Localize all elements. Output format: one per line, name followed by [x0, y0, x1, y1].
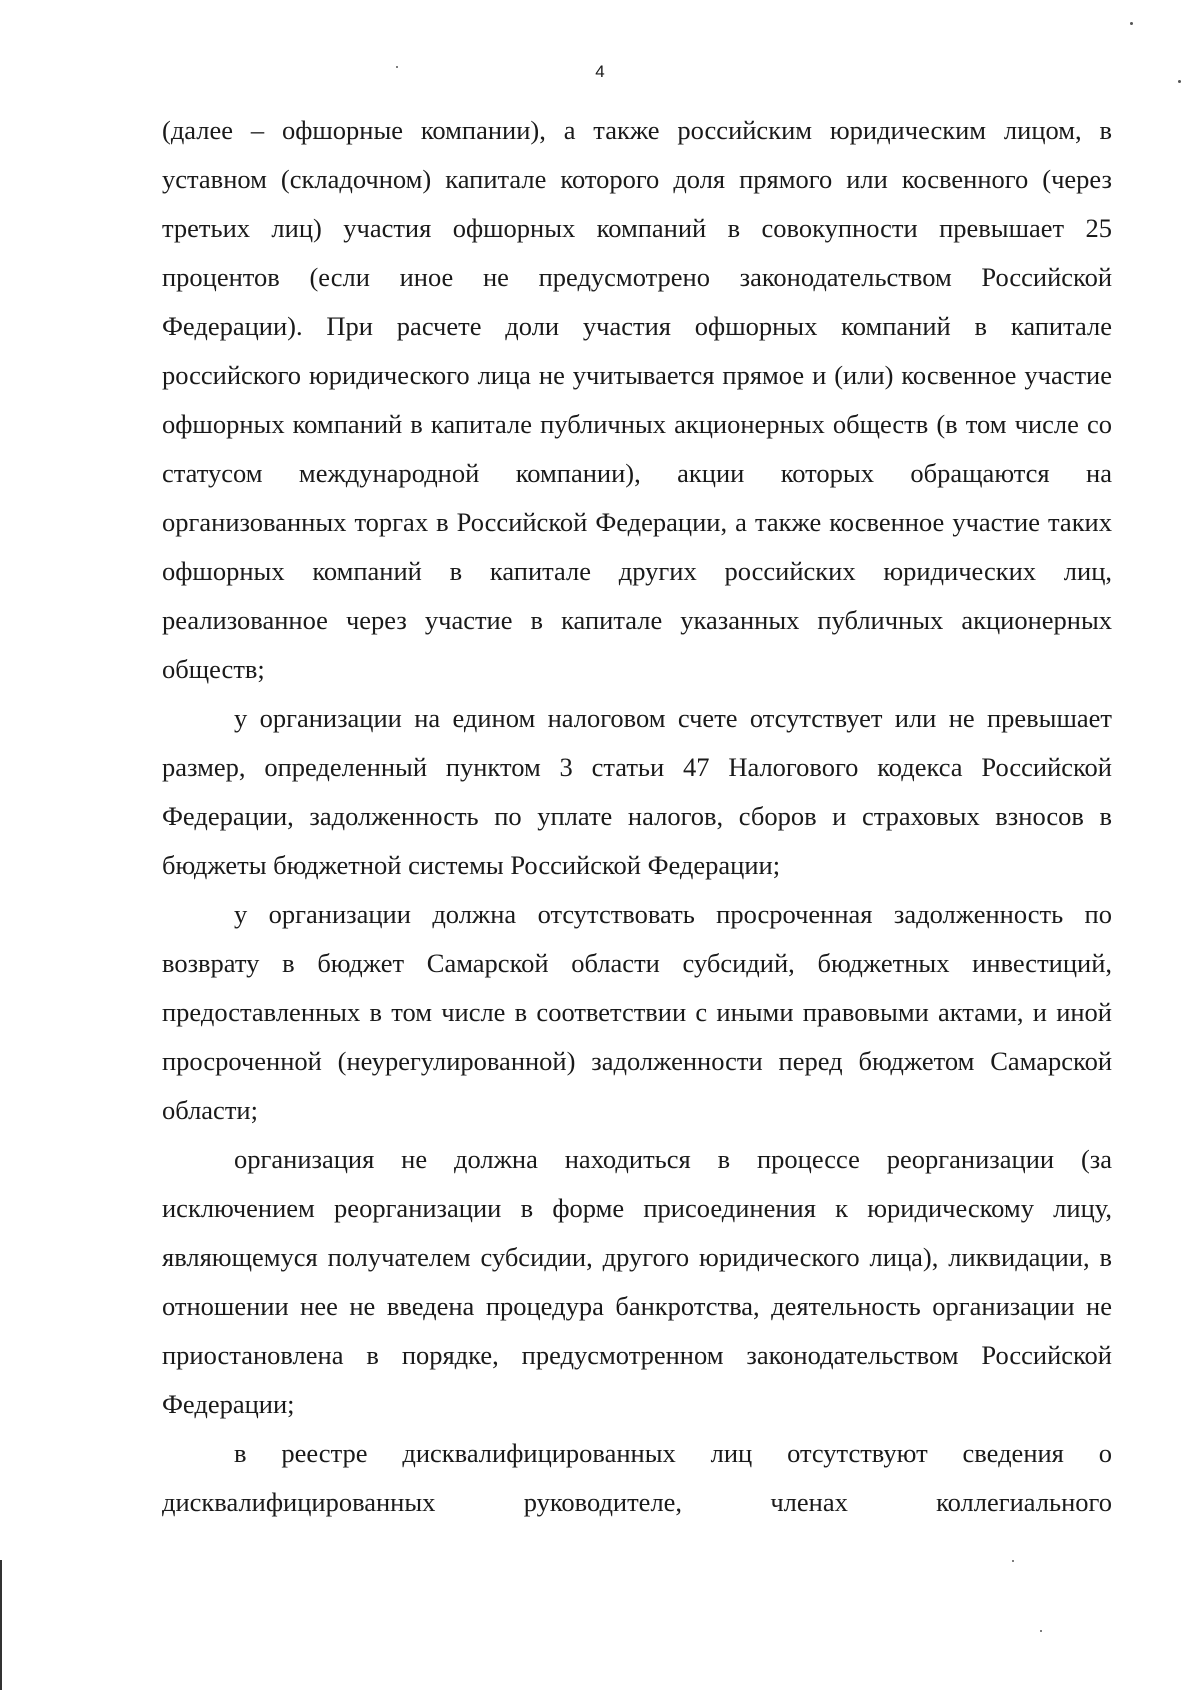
scan-speck: [396, 66, 398, 68]
paragraph-offshore-companies: (далее – офшорные компании), а также российским юридическим лицом, в уставном (складочном) капитале которого доля прямого или косвенного (через третьих лиц) участия офшорных компаний в совокупности превышает 25 процентов (если иное не предусмотрено законодательством Российской Федерации). При расчете доли участия офшорных компаний в капитале российского юридического лица не учитывается прямое и (или) косвенное участие офшорных компаний в капитале публичных акционерных обществ (в том числе со статусом международной компании), акции которых обращаются на организованных торгах в Российской Федерации, а также косвенное участие таких офшорных компаний в капитале других российских юридических лиц, реализованное через участие в капитале указанных публичных акционерных обществ;: [162, 115, 1112, 684]
page-number: 4: [595, 62, 605, 81]
document-body: [162, 106, 1112, 1527]
paragraph-disqualified-persons: в реестре дисквалифицированных лиц отсутствуют сведения о дисквалифицированных руководителе, членах коллегиального: [162, 1438, 1112, 1517]
scan-speck: [1130, 22, 1133, 25]
paragraph-reorganization: организация не должна находиться в процессе реорганизации (за исключением реорганизации в форме присоединения к юридическому лицу, являющемуся получателем субсидии, другого юридического лица), ликвидации, в отношении нее не введена процедура банкротства, деятельность организации не приостановлена в порядке, предусмотренном законодательством Российской Федерации;: [162, 1144, 1112, 1419]
scan-speck: [1178, 80, 1181, 83]
paragraph-overdue-debt: у организации должна отсутствовать просроченная задолженность по возврату в бюджет Самарской области субсидий, бюджетных инвестиций, предоставленных в том числе в соответствии с иными правовыми актами, и иной просроченной (неурегулированной) задолженности перед бюджетом Самарской области;: [162, 899, 1112, 1125]
scan-speck: [1040, 1630, 1042, 1632]
paragraph-tax-debt: у организации на едином налоговом счете отсутствует или не превышает размер, определенный пунктом 3 статьи 47 Налогового кодекса Российской Федерации, задолженность по уплате налогов, сборов и страховых взносов в бюджеты бюджетной системы Российской Федерации;: [162, 703, 1112, 880]
scan-edge-mark: [0, 1560, 2, 1690]
scan-speck: [1012, 1560, 1014, 1562]
